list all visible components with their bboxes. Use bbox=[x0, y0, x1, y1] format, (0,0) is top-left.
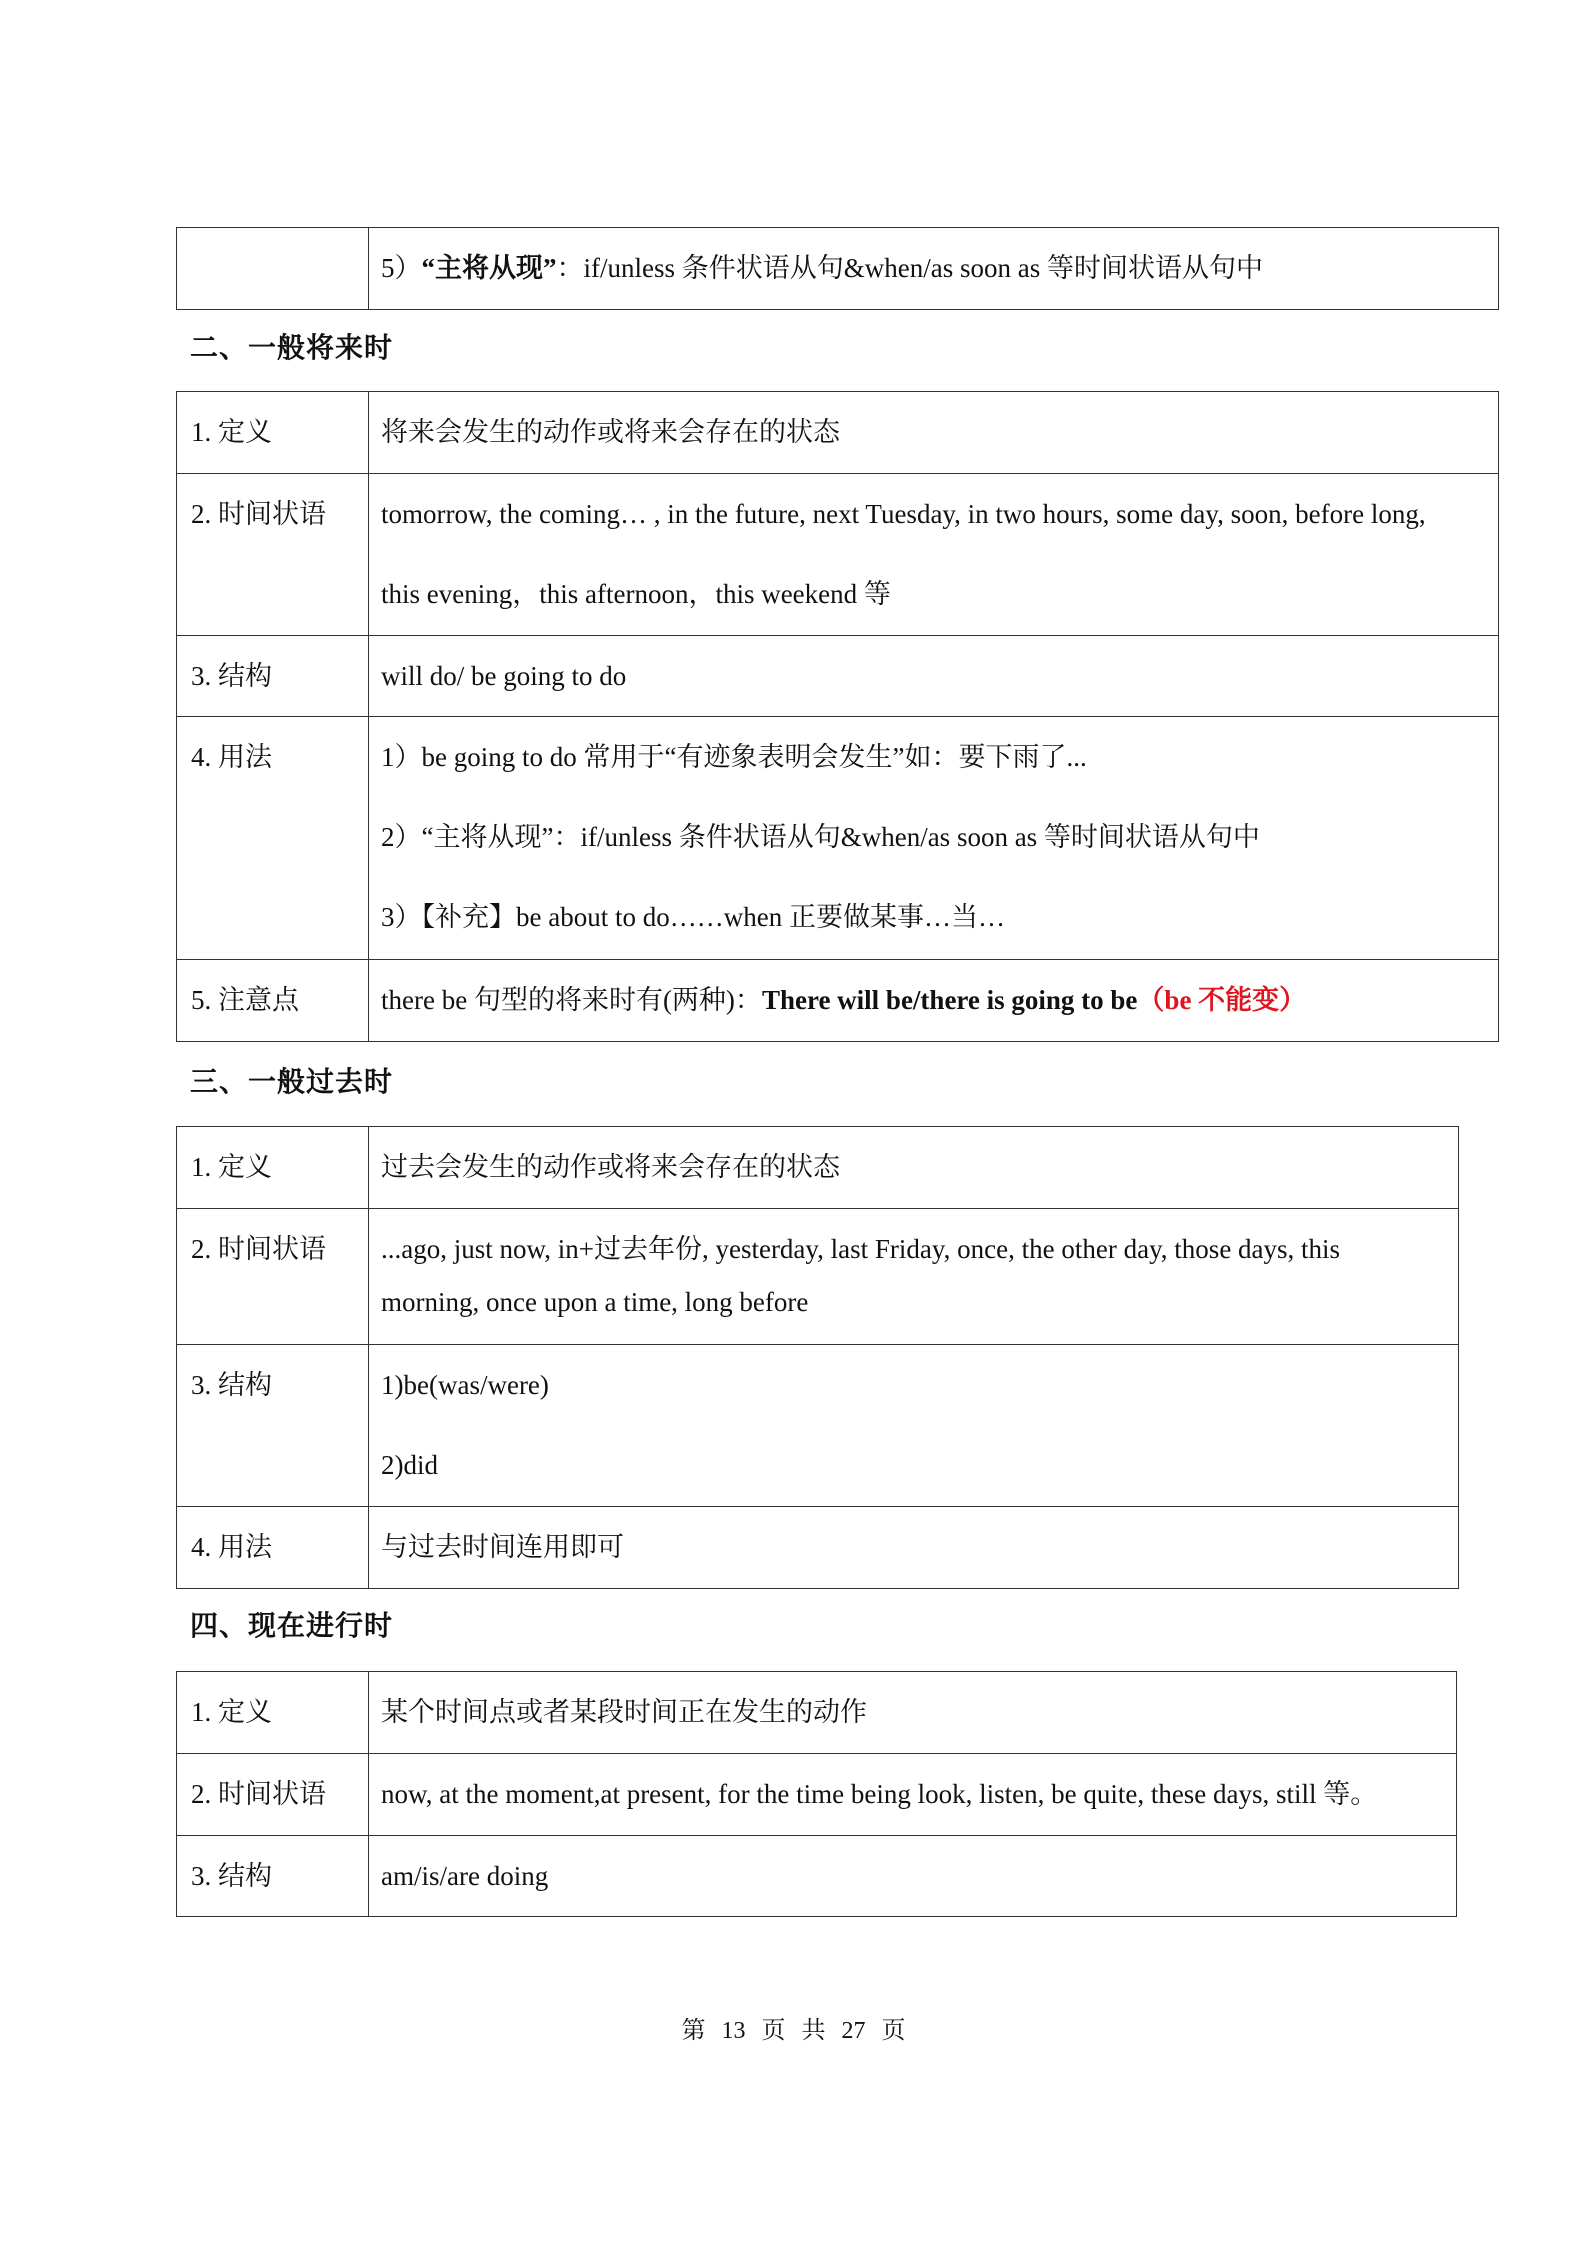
content-line: 过去会发生的动作或将来会存在的状态 bbox=[381, 1152, 840, 1182]
content-line: 1)be(was/were) bbox=[381, 1370, 549, 1400]
section-heading-past: 三、一般过去时 bbox=[190, 1065, 394, 1098]
table-continued bbox=[176, 227, 1499, 310]
content-line: 2）“主将从现”：if/unless 条件状语从句&when/as soon as 等时间状语从句中 bbox=[381, 822, 1260, 852]
table-row bbox=[177, 1836, 1457, 1917]
row-content bbox=[369, 717, 1499, 960]
row-label: 3. 结构 bbox=[177, 1345, 369, 1507]
section-heading-present-continuous: 四、现在进行时 bbox=[190, 1609, 394, 1642]
table-row bbox=[177, 392, 1499, 474]
content-line: tomorrow, the coming… , in the future, next Tuesday, in two hours, some day, soon, before long, bbox=[381, 499, 1426, 529]
table-row bbox=[177, 1345, 1459, 1507]
row-content bbox=[369, 228, 1499, 310]
row-content bbox=[369, 474, 1499, 636]
row-content bbox=[369, 1345, 1459, 1507]
table-past-tense bbox=[176, 1126, 1459, 1589]
content-line: 2)did bbox=[381, 1450, 438, 1480]
item-number: 5） bbox=[381, 253, 422, 283]
content-line: morning, once upon a time, long before bbox=[381, 1287, 809, 1317]
table-row bbox=[177, 1209, 1459, 1345]
table-row bbox=[177, 636, 1499, 717]
row-label: 5. 注意点 bbox=[177, 960, 369, 1042]
note-red-text: （be 不能变） bbox=[1137, 985, 1307, 1015]
row-content bbox=[369, 392, 1499, 474]
table-present-continuous bbox=[176, 1671, 1457, 1917]
row-label: 2. 时间状语 bbox=[177, 474, 369, 636]
table-row bbox=[177, 960, 1499, 1042]
content-line: 将来会发生的动作或将来会存在的状态 bbox=[381, 417, 840, 447]
item-text: ：if/unless 条件状语从句&when/as soon as 等时间状语从句中 bbox=[556, 253, 1263, 283]
content-line: will do/ be going to do bbox=[381, 661, 627, 691]
row-label: 2. 时间状语 bbox=[177, 1209, 369, 1345]
row-content bbox=[369, 1507, 1459, 1589]
row-label: 4. 用法 bbox=[177, 1507, 369, 1589]
row-label: 4. 用法 bbox=[177, 717, 369, 960]
row-content bbox=[369, 1127, 1459, 1209]
row-content bbox=[369, 960, 1499, 1042]
page-footer: 第 13 页 共 27 页 bbox=[681, 2018, 906, 2044]
content-line: now, at the moment,at present, for the time being look, listen, be quite, these days, still 等。 bbox=[381, 1779, 1378, 1809]
table-row bbox=[177, 474, 1499, 636]
table-row bbox=[177, 1127, 1459, 1209]
section-heading-future: 二、一般将来时 bbox=[190, 331, 394, 364]
content-line: 某个时间点或者某段时间正在发生的动作 bbox=[381, 1697, 867, 1727]
bold-term: “主将从现” bbox=[421, 253, 557, 283]
note-text: there be 句型的将来时有(两种)： bbox=[381, 985, 762, 1015]
row-label: 2. 时间状语 bbox=[177, 1754, 369, 1836]
content-line: this evening，this afternoon，this weekend 等 bbox=[381, 579, 891, 609]
content-line: 与过去时间连用即可 bbox=[381, 1532, 624, 1562]
row-label: 1. 定义 bbox=[177, 392, 369, 474]
row-label: 3. 结构 bbox=[177, 636, 369, 717]
note-bold-text: There will be/there is going to be bbox=[761, 985, 1138, 1015]
row-content bbox=[369, 1754, 1457, 1836]
row-label: 1. 定义 bbox=[177, 1127, 369, 1209]
content-line: ...ago, just now, in+过去年份, yesterday, last Friday, once, the other day, those days, this bbox=[381, 1234, 1341, 1264]
row-content bbox=[369, 1672, 1457, 1754]
content-line: 1）be going to do 常用于“有迹象表明会发生”如：要下雨了... bbox=[381, 742, 1087, 772]
row-content bbox=[369, 1836, 1457, 1917]
content-line: 3）【补充】be about to do……when 正要做某事…当… bbox=[381, 902, 1005, 932]
row-label: 1. 定义 bbox=[177, 1672, 369, 1754]
table-row bbox=[177, 1507, 1459, 1589]
row-content bbox=[369, 1209, 1459, 1345]
table-future-tense bbox=[176, 391, 1499, 1042]
content-line: am/is/are doing bbox=[381, 1861, 549, 1891]
table-row bbox=[177, 1754, 1457, 1836]
row-content bbox=[369, 636, 1499, 717]
table-row bbox=[177, 228, 1499, 310]
row-label: 3. 结构 bbox=[177, 1836, 369, 1917]
row-label bbox=[177, 228, 369, 310]
table-row bbox=[177, 1672, 1457, 1754]
table-row bbox=[177, 717, 1499, 960]
